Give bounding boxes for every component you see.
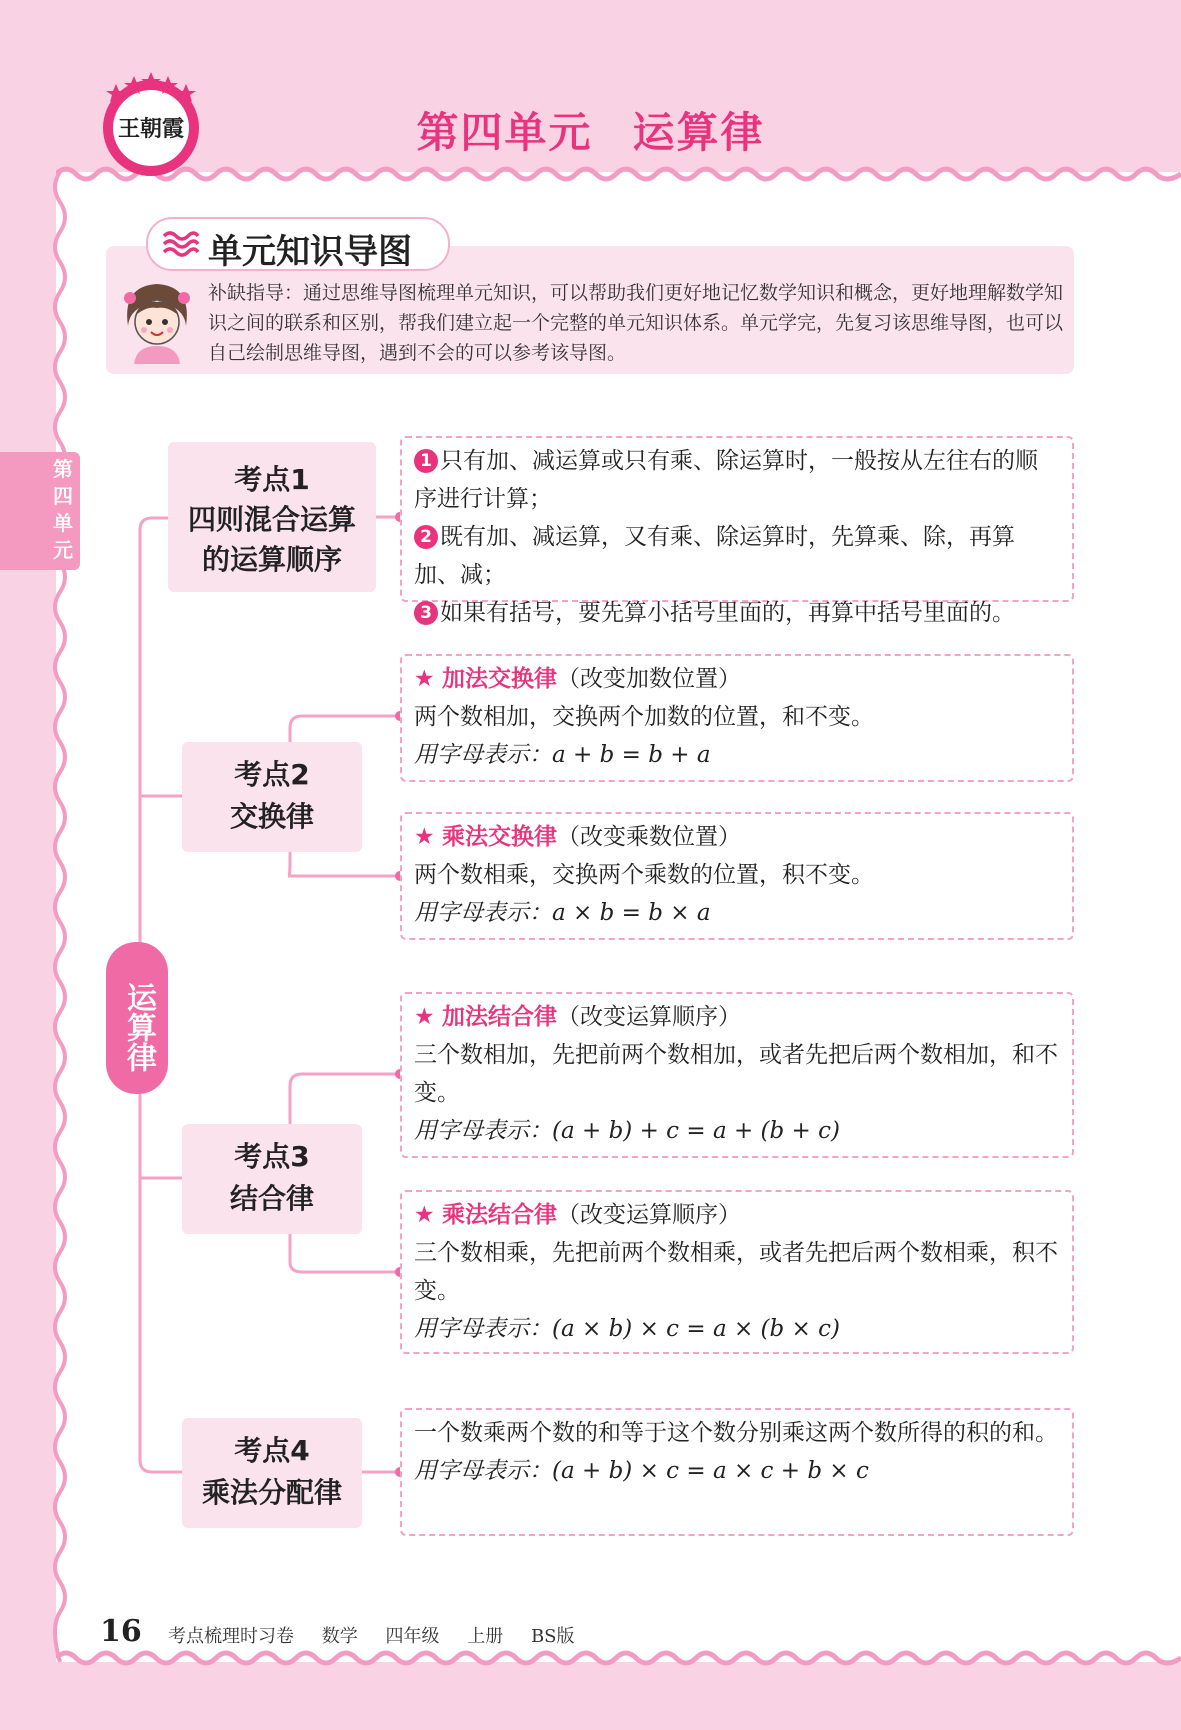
kp3-law2-title: 乘法结合律 <box>441 1202 557 1228</box>
kp4-label: 考点4 <box>234 1434 310 1467</box>
kp3-law1-formula: 用字母表示：(a + b) + c = a + (b + c) <box>414 1118 840 1144</box>
kp3-law2-desc: 三个数相乘，先把前两个数相乘，或者先把后两个数相乘，积不变。 <box>414 1240 1058 1304</box>
kp3-law1-desc: 三个数相加，先把前两个数相加，或者先把后两个数相加，和不变。 <box>414 1042 1058 1106</box>
title-unit: 第四单元 <box>416 108 593 157</box>
kp1-box <box>400 436 1074 626</box>
kp3-law2-note: （改变运算顺序） <box>556 1202 741 1228</box>
kp2-law1-formula: 用字母表示：a + b = b + a <box>414 742 711 768</box>
kp1-name-line1: 四则混合运算 <box>187 503 356 536</box>
number-3-badge: 3 <box>414 601 438 625</box>
kp2-node <box>182 742 362 852</box>
star-icon: ★ <box>414 1202 435 1228</box>
footer-grade: 四年级 <box>385 1626 440 1647</box>
kp4-formula: 用字母表示：(a + b) × c = a × c + b × c <box>414 1458 869 1484</box>
footer-volume: 上册 <box>467 1626 504 1647</box>
guide-text: 补缺指导：通过思维导图梳理单元知识，可以帮助我们更好地记忆数学知识和概念，更好地理解数学知识之间的联系和区别，帮我们建立起一个完整的单元知识体系。单元学完，先复习该思维导图，也可以自己绘制思维导图，遇到不会的可以参考该导图。 <box>208 282 1064 364</box>
kp3-law2-box <box>400 1190 1074 1354</box>
root-node: 运算律 <box>106 942 168 1094</box>
kp4-name: 乘法分配律 <box>201 1476 342 1509</box>
kp3-law1-note: （改变运算顺序） <box>556 1004 741 1030</box>
logo-text: 王朝霞 <box>117 116 185 142</box>
kp2-law1-note: （改变加数位置） <box>556 666 741 692</box>
kp1-item3 <box>414 594 1060 632</box>
kp1-item2-text: 既有加、减运算，又有乘、除运算时，先算乘、除，再算加、减； <box>414 524 1015 588</box>
footer-info <box>168 1622 597 1648</box>
kp2-law1-title: 加法交换律 <box>441 666 557 692</box>
kp4-node <box>182 1418 362 1528</box>
kp3-name: 结合律 <box>229 1182 314 1215</box>
footer-edition: BS版 <box>530 1626 575 1647</box>
page-number: 16 <box>100 1614 142 1649</box>
kp2-law2-desc: 两个数相乘，交换两个乘数的位置，积不变。 <box>414 862 874 888</box>
kp3-law1-box <box>400 992 1074 1158</box>
kp1-node <box>168 442 376 592</box>
kp3-label: 考点3 <box>234 1140 310 1173</box>
star-icon: ★ <box>414 824 435 850</box>
footer-book: 考点梳理时习卷 <box>168 1626 294 1647</box>
side-tab-label: 第四单元 <box>53 457 73 562</box>
kp3-law1-title: 加法结合律 <box>441 1004 557 1030</box>
kp1-item1-text: 只有加、减运算或只有乘、除运算时，一般按从左往右的顺序进行计算； <box>414 448 1038 512</box>
section-title: 单元知识导图 <box>208 232 412 272</box>
number-2-badge: 2 <box>414 525 438 549</box>
footer-subject: 数学 <box>321 1626 358 1647</box>
kp2-name: 交换律 <box>229 800 314 833</box>
kp2-law2-note: （改变乘数位置） <box>556 824 741 850</box>
kp1-name-line2: 的运算顺序 <box>201 543 342 576</box>
kp4-desc: 一个数乘两个数的和等于这个数分别乘这两个数所得的积的和。 <box>414 1420 1058 1446</box>
kp1-item3-text: 如果有括号，要先算小括号里面的，再算中括号里面的。 <box>440 600 1015 626</box>
kp2-law2-formula: 用字母表示：a × b = b × a <box>414 900 711 926</box>
kp3-law2-formula: 用字母表示：(a × b) × c = a × (b × c) <box>414 1316 840 1342</box>
kp2-law1-desc: 两个数相加，交换两个加数的位置，和不变。 <box>414 704 874 730</box>
kp4-box <box>400 1408 1074 1536</box>
kp2-law1-box <box>400 654 1074 782</box>
kp1-item2 <box>414 518 1060 594</box>
kp2-law2-title: 乘法交换律 <box>441 824 557 850</box>
title-topic: 运算律 <box>632 108 765 157</box>
star-icon: ★ <box>414 1004 435 1030</box>
kp1-item1 <box>414 442 1060 518</box>
kp3-node <box>182 1124 362 1234</box>
kp1-label: 考点1 <box>234 463 310 496</box>
number-1-badge: 1 <box>414 449 438 473</box>
kp2-label: 考点2 <box>234 758 310 791</box>
kp2-law2-box <box>400 812 1074 940</box>
star-icon: ★ <box>414 666 435 692</box>
